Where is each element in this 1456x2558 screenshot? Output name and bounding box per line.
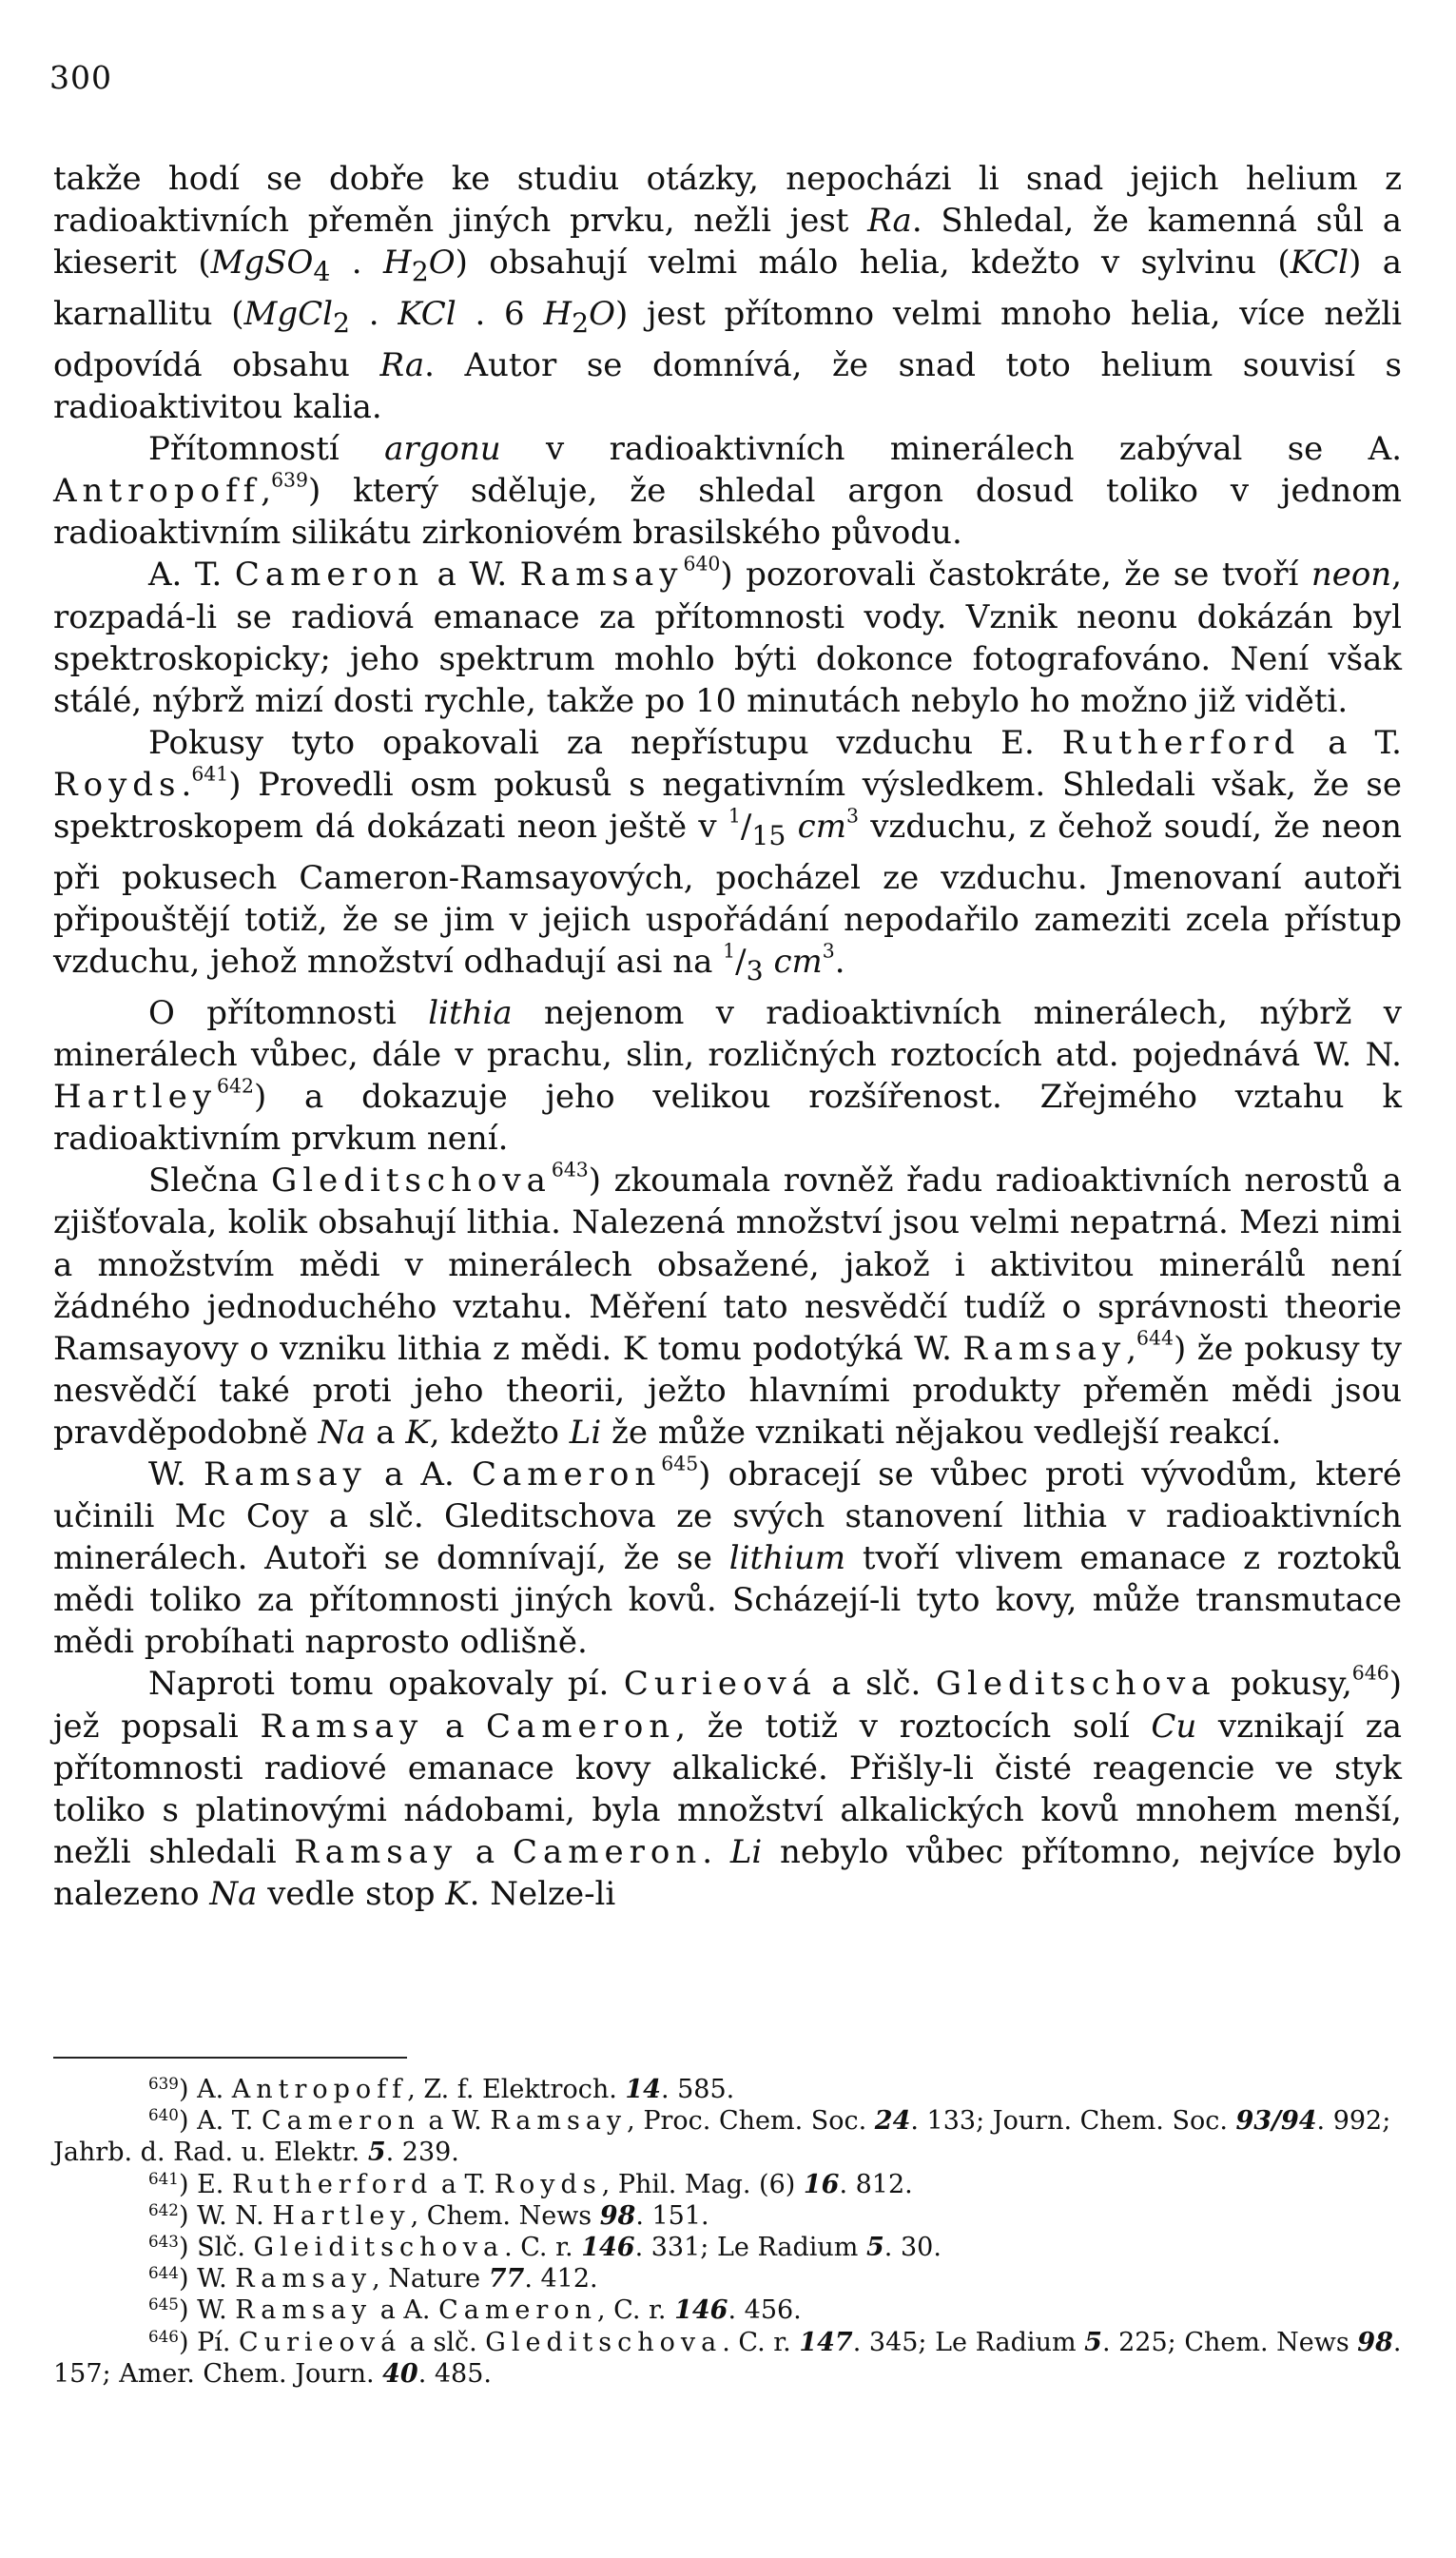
text-run: vznikají za přítomnosti radiové emanace kovy alkalické. Přišly-li čisté reagencie ve styk toliko s platinovými nádobami, byla množství alkalických kovů mnohem menší, nežli shledali [53, 1707, 1402, 1871]
author-name: Antropoff [53, 472, 262, 511]
italic-term: argonu [384, 430, 501, 469]
superscript: 639 [271, 468, 308, 492]
italic-term: KCl [398, 295, 456, 334]
author-name: Rutherford [231, 2169, 434, 2199]
footnote: $^{645}$) W. Ramsay a A. Cameron, C. r. 146. 456. [148, 2294, 802, 2326]
author-name: Cameron [512, 1832, 703, 1871]
text-run: . 331; Le Radium [634, 2233, 866, 2263]
superscript: 1 [728, 804, 741, 828]
footnote-number: 643 [148, 2231, 179, 2251]
volume-number: 98 [599, 2200, 636, 2231]
text-run: ) zkoumala rovněž řadu radioaktivních nerostů a zjišťovala, kolik obsahují lithia. Nalezená množství jsou velmi nepatrná. Mezi nimi a množstvím mědi v minerálech obsažené, jakož i aktivitou minerálů není žádného jednoduchého vztahu. Měření tato nesvědčí tudíž o správnosti theorie Ramsayovy o vzniku lithia z mědi. K tomu podotýká W. [53, 1162, 1402, 1368]
text-run: ) a dokazuje jeho velikou rozšířenost. Zřejmého vztahu k radioaktivním prvkum není. [53, 1078, 1402, 1159]
text-run: Slč. [197, 2233, 254, 2263]
text-run: a A. [372, 2295, 439, 2326]
subscript: 2 [411, 255, 429, 287]
footnote-number: 644 [148, 2263, 179, 2283]
text-run: a W. [424, 556, 520, 595]
text-run: , kdežto [429, 1413, 570, 1452]
volume-number: 98 [1357, 2327, 1393, 2357]
paragraph [53, 1663, 1402, 1915]
author-name: Rutherford [1061, 723, 1301, 762]
superscript: 3 [845, 804, 859, 828]
footnote-number: 646 [148, 2326, 179, 2346]
subscript: 2 [572, 306, 590, 339]
text-run: . 345; Le Radium [852, 2327, 1085, 2357]
superscript: 642 [217, 1074, 254, 1098]
text-run: , [1126, 1329, 1137, 1368]
text-run: W. [148, 1455, 204, 1494]
text-run: , Nature [372, 2264, 489, 2294]
author-name: Royds [53, 765, 182, 804]
text-run: . 225; Chem. News [1101, 2327, 1358, 2357]
paragraph [53, 992, 1402, 1160]
italic-term: Na [209, 1874, 258, 1913]
italic-term: MgCl [243, 295, 333, 334]
paragraph [53, 1160, 1402, 1454]
paragraph [53, 428, 1402, 554]
text-run: ) obsahují velmi málo helia, kdežto v sylvinu ( [455, 244, 1291, 283]
footnote-number: 641 [148, 2168, 179, 2188]
italic-term: Li [569, 1413, 602, 1452]
author-name: Gleditschova [485, 2327, 723, 2357]
text-run: . 30. [883, 2233, 942, 2263]
italic-term: cm [773, 943, 823, 982]
volume-number: 147 [799, 2327, 853, 2357]
author-name: Curieová [623, 1665, 817, 1704]
author-name: Ramsay [294, 1832, 458, 1871]
volume-number: 77 [488, 2264, 525, 2294]
footnote: $^{646}$) Pí. Curieová a slč. Gleditschova. C. r. 147. 345; Le Radium 5. 225; Chem. News 98. 157; Amer. Chem. Journ. 40. 485. [53, 2326, 1402, 2389]
text-run: takže hodí se dobře ke studiu otázky, nepocházi li snad jejich helium z radioaktivních přeměn jiných prvku, nežli jest [53, 160, 1402, 241]
footnote: $^{644}$) W. Ramsay, Nature 77. 412. [148, 2263, 598, 2294]
superscript: 644 [1136, 1326, 1174, 1350]
text-run: . 157; Amer. Chem. Journ. [53, 2327, 1402, 2389]
volume-number: 16 [803, 2169, 840, 2199]
author-name: Cameron [471, 1455, 662, 1494]
italic-term: K [445, 1874, 470, 1913]
footnote: $^{640}$) A. T. Cameron a W. Ramsay, Proc. Chem. Soc. 24. 133; Journ. Chem. Soc. 93/94. 992; Jahrb. d. Rad. u. Elektr. 5. 239. [53, 2105, 1391, 2168]
italic-term: MgSO [210, 244, 314, 283]
text-run: W. N. [197, 2200, 273, 2231]
author-name: Gleditschova [271, 1162, 552, 1201]
paragraph [53, 722, 1402, 992]
volume-number: 146 [581, 2233, 635, 2263]
author-name: Hartley [53, 1078, 218, 1117]
text-run: . [834, 943, 845, 982]
text-run: . 6 [456, 295, 544, 334]
footnote: $^{642}$) W. N. Hartley, Chem. News 98. 151. [148, 2199, 709, 2231]
text-run: A. [197, 2075, 232, 2104]
text-run: ) jest přítomno velmi mnoho helia, více nežli odpovídá obsahu [53, 295, 1402, 384]
author-name: Cameron [261, 2106, 420, 2137]
text-run: , Chem. News [410, 2200, 600, 2231]
text-run: . 485. [417, 2358, 492, 2389]
text-run: . 151. [635, 2200, 709, 2231]
italic-term: O [589, 295, 615, 334]
author-name: Ramsay [490, 2106, 628, 2137]
italic-term: H [543, 295, 573, 334]
text-run: v radioaktivních minerálech zabýval se A. [500, 430, 1402, 469]
text-run: ) obracejí se vůbec proti vývodům, které učinili Mc Coy a slč. Gleditschova ze svých stanovení lithia v radioaktivních minerálech. Autoři se domnívají, že se [53, 1455, 1402, 1578]
footnote-separator [53, 2057, 407, 2059]
text-run [764, 943, 774, 981]
italic-term: Ra [379, 345, 425, 384]
author-name: Cameron [485, 1707, 676, 1746]
text-run: . 585. [660, 2075, 735, 2104]
volume-number: 5 [866, 2233, 884, 2263]
text-run: Pokusy tyto opakovali za nepřístupu vzduchu E. [148, 723, 1062, 762]
subscript: 15 [751, 819, 786, 851]
volume-number: 5 [1084, 2327, 1102, 2357]
text-run: a slč. [816, 1665, 936, 1704]
text-run: . C. r. [722, 2327, 800, 2357]
text-run: vzduchu, z čehož soudí, že neon při pokusech Cameron-Ramsayových, pocházel ze vzduchu. Jmenovaní autoři připouštějí totiž, že se jim v jejich uspořádání nepodařilo zameziti zcela přístup vzduchu, jehož množství odhadují asi na [53, 808, 1402, 982]
text-run: Slečna [148, 1162, 272, 1201]
text-run: ) Provedli osm pokusů s negativním výsledkem. Shledali však, že se spektroskopem dá dokázati neon ještě v [53, 765, 1402, 846]
italic-term: cm [797, 808, 846, 846]
text-run: že může vznikati nějakou vedlejší reakcí. [601, 1413, 1282, 1452]
text-run: vedle stop [257, 1874, 446, 1913]
text-run: ) jež popsali [53, 1665, 1402, 1746]
author-name: Curieová [239, 2327, 402, 2357]
text-run: . Nelze-li [469, 1874, 616, 1913]
text-run: A. T. [148, 556, 235, 595]
text-run: . Autor se domnívá, že snad toto helium souvisí s radioaktivitou kalia. [53, 345, 1402, 427]
italic-term: KCl [1290, 244, 1349, 283]
author-name: Antropoff [231, 2075, 408, 2104]
author-name: Ramsay [203, 1455, 367, 1494]
text-run: , Z. f. Elektroch. [407, 2075, 626, 2104]
text-run: a slč. [401, 2327, 486, 2357]
superscript: 3 [822, 939, 835, 963]
superscript: 645 [661, 1452, 699, 1475]
italic-term: K [405, 1413, 430, 1452]
subscript: 3 [746, 954, 764, 986]
text-run: , Proc. Chem. Soc. [627, 2106, 875, 2137]
footnote-number: 645 [148, 2294, 179, 2314]
text-run: , [261, 472, 272, 511]
superscript: 1 [723, 939, 736, 963]
volume-number: 93/94 [1235, 2106, 1317, 2137]
author-name: Royds [494, 2169, 602, 2199]
footnote: $^{641}$) E. Rutherford a T. Royds, Phil. Mag. (6) 16. 812. [148, 2168, 913, 2199]
italic-term: H [383, 244, 412, 283]
footnote-number: 640 [148, 2105, 179, 2124]
text-run: Pí. [197, 2327, 240, 2357]
text-run: . 133; Journ. Chem. Soc. [910, 2106, 1236, 2137]
footnote-number: 639 [148, 2073, 179, 2093]
superscript: 646 [1351, 1662, 1389, 1686]
text-run: A. T. [197, 2106, 262, 2137]
text-run: a A. [366, 1455, 472, 1494]
text-run: . 412. [524, 2264, 598, 2294]
volume-number: 24 [874, 2106, 911, 2137]
text-run: . 812. [839, 2169, 913, 2199]
footnote: $^{639}$) A. Antropoff, Z. f. Elektroch. 14. 585. [148, 2073, 735, 2104]
text-run: , Phil. Mag. (6) [601, 2169, 804, 2199]
main-text [53, 158, 1402, 1915]
author-name: Gleiditschova [253, 2233, 505, 2263]
volume-number: 146 [674, 2295, 728, 2326]
text-run: nejenom v radioaktivních minerálech, nýbrž v minerálech vůbec, dále v prachu, slin, rozličných roztocích atd. pojednává W. N. [53, 993, 1402, 1075]
italic-term: Na [318, 1413, 366, 1452]
volume-number: 5 [367, 2138, 386, 2168]
italic-term: Li [729, 1832, 763, 1871]
italic-term: Ra [867, 202, 912, 241]
text-run: Přítomností [148, 430, 385, 469]
text-run: ) a karnallitu ( [53, 244, 1402, 334]
page-number: 300 [49, 59, 112, 96]
text-run: Naproti tomu opakovaly pí. [148, 1665, 624, 1704]
text-run: ) pozorovali častokráte, že se tvoří [720, 556, 1311, 595]
text-run: a [365, 1413, 406, 1452]
text-run [786, 808, 797, 846]
text-run: tvoří vlivem emanace z roztoků mědi toliko za přítomnosti jiných kovů. Scházejí-li tyto kovy, může transmutace mědi probíhati naprosto odlišně. [53, 1539, 1402, 1662]
text-run: nebylo vůbec přítomno, nejvíce bylo nalezeno [53, 1832, 1402, 1913]
text-run: / [740, 808, 752, 846]
text-run: O přítomnosti [148, 993, 429, 1032]
italic-term: lithia [428, 993, 513, 1032]
text-run: . [181, 765, 192, 804]
text-run: ) který sděluje, že shledal argon dosud toliko v jednom radioaktivním silikátu zirkoniovém brasilského původu. [53, 472, 1402, 553]
text-run: . [350, 295, 398, 334]
text-run: . Shledal, že kamenná sůl a kieserit ( [53, 202, 1402, 283]
paragraph [53, 158, 1402, 428]
author-name: Ramsay [962, 1329, 1127, 1368]
text-run: . C. r. [504, 2233, 582, 2263]
text-run: a T. [1300, 723, 1402, 762]
footnotes [53, 2074, 1402, 2390]
volume-number: 40 [382, 2358, 418, 2389]
text-run: , že totiž v roztocích solí [675, 1707, 1152, 1746]
author-name: Ramsay [235, 2264, 373, 2294]
text-run: . [330, 244, 384, 283]
author-name: Gleditschova [935, 1665, 1216, 1704]
italic-term: Cu [1151, 1707, 1197, 1746]
text-run: pokusy, [1215, 1665, 1352, 1704]
text-run: a [457, 1832, 513, 1871]
author-name: Cameron [234, 556, 425, 595]
text-run: . 456. [728, 2295, 802, 2326]
subscript: 2 [332, 306, 350, 339]
text-run: , C. r. [596, 2295, 675, 2326]
superscript: 641 [191, 762, 229, 786]
text-run: a T. [433, 2169, 495, 2199]
footnote: $^{643}$) Slč. Gleiditschova. C. r. 146. 331; Le Radium 5. 30. [148, 2231, 942, 2263]
italic-term: neon [1310, 556, 1392, 595]
text-run: , rozpadá-li se radiová emanace za přítomnosti vody. Vznik neonu dokázán byl spektroskopicky; jeho spektrum mohlo býti dokonce fotografováno. Není však stálé, nýbrž mizí dosti rychle, takže po 10 minutách nebylo ho možno již viděti. [53, 556, 1403, 720]
superscript: 643 [551, 1159, 589, 1182]
author-name: Ramsay [260, 1707, 424, 1746]
superscript: 640 [683, 553, 721, 576]
paragraph [53, 554, 1402, 721]
text-run: a [423, 1707, 486, 1746]
text-run: W. [197, 2295, 236, 2326]
italic-term: lithium [728, 1539, 846, 1578]
text-run: a W. [419, 2106, 491, 2137]
text-run: / [735, 943, 747, 982]
footnote-number: 642 [148, 2199, 179, 2219]
text-run: E. [197, 2169, 232, 2199]
text-run: . 239. [385, 2138, 459, 2168]
author-name: Ramsay [235, 2295, 373, 2326]
text-run: . 992; Jahrb. d. Rad. u. Elektr. [53, 2106, 1391, 2168]
volume-number: 14 [625, 2075, 661, 2104]
text-run: ) že pokusy ty nesvědčí také proti jeho theorii, ježto hlavními produkty přeměn mědi jsou pravděpodobně [53, 1329, 1402, 1452]
text-run: W. [197, 2264, 236, 2294]
author-name: Ramsay [519, 556, 684, 595]
subscript: 4 [313, 255, 331, 287]
italic-term: O [428, 244, 456, 283]
author-name: Hartley [272, 2200, 411, 2231]
author-name: Cameron [438, 2295, 597, 2326]
text-run: . [702, 1832, 730, 1871]
paragraph [53, 1454, 1402, 1663]
